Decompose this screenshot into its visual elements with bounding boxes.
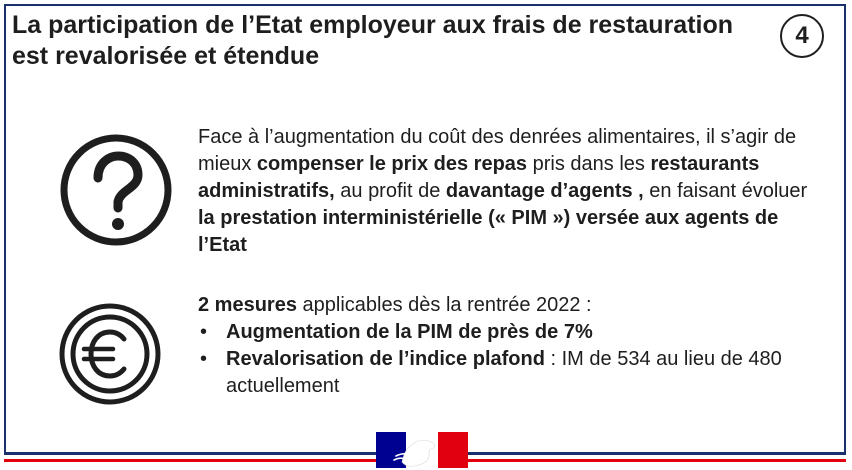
slide-number-badge: 4: [780, 14, 824, 58]
measure-bold-2: Revalorisation de l’indice plafond: [226, 348, 545, 370]
measures-intro: [198, 292, 818, 319]
context-text-2: pris dans les: [527, 153, 651, 175]
context-bold-4: la prestation interministérielle (« PIM ») versée aux agents de l’Etat: [198, 207, 779, 256]
measures-count: 2 mesures: [198, 294, 297, 316]
list-item: [198, 346, 818, 400]
question-icon: [58, 132, 174, 248]
measure-bold-1: Augmentation de la PIM de près de 7%: [226, 321, 593, 343]
measures-block: [198, 292, 818, 400]
measures-intro-text: applicables dès la rentrée 2022 :: [296, 294, 592, 316]
marianne-logo: [372, 432, 472, 468]
list-item: [198, 319, 818, 346]
measure-text-2: : IM de 534 au lieu de 480 actuellement: [226, 348, 782, 397]
context-bold-3: davantage d’agents ,: [445, 180, 644, 202]
context-paragraph: [198, 124, 818, 259]
context-bold-1: compenser le prix des repas: [256, 153, 528, 175]
bullet: •: [200, 348, 208, 370]
context-text-1: Face à l’augmentation du coût des denrées alimentaires, il s’agir de mieux: [198, 126, 797, 175]
context-text-4: en faisant évoluer: [643, 180, 808, 202]
slide-title: La participation de l’Etat employeur aux frais de restauration est revalorisée et étendue: [12, 11, 734, 70]
measures-list: [198, 319, 818, 400]
euro-icon: [58, 302, 162, 406]
context-text-3: au profit de: [334, 180, 446, 202]
context-bold-2: restaurants administratifs,: [198, 153, 760, 202]
bullet: •: [200, 321, 208, 343]
